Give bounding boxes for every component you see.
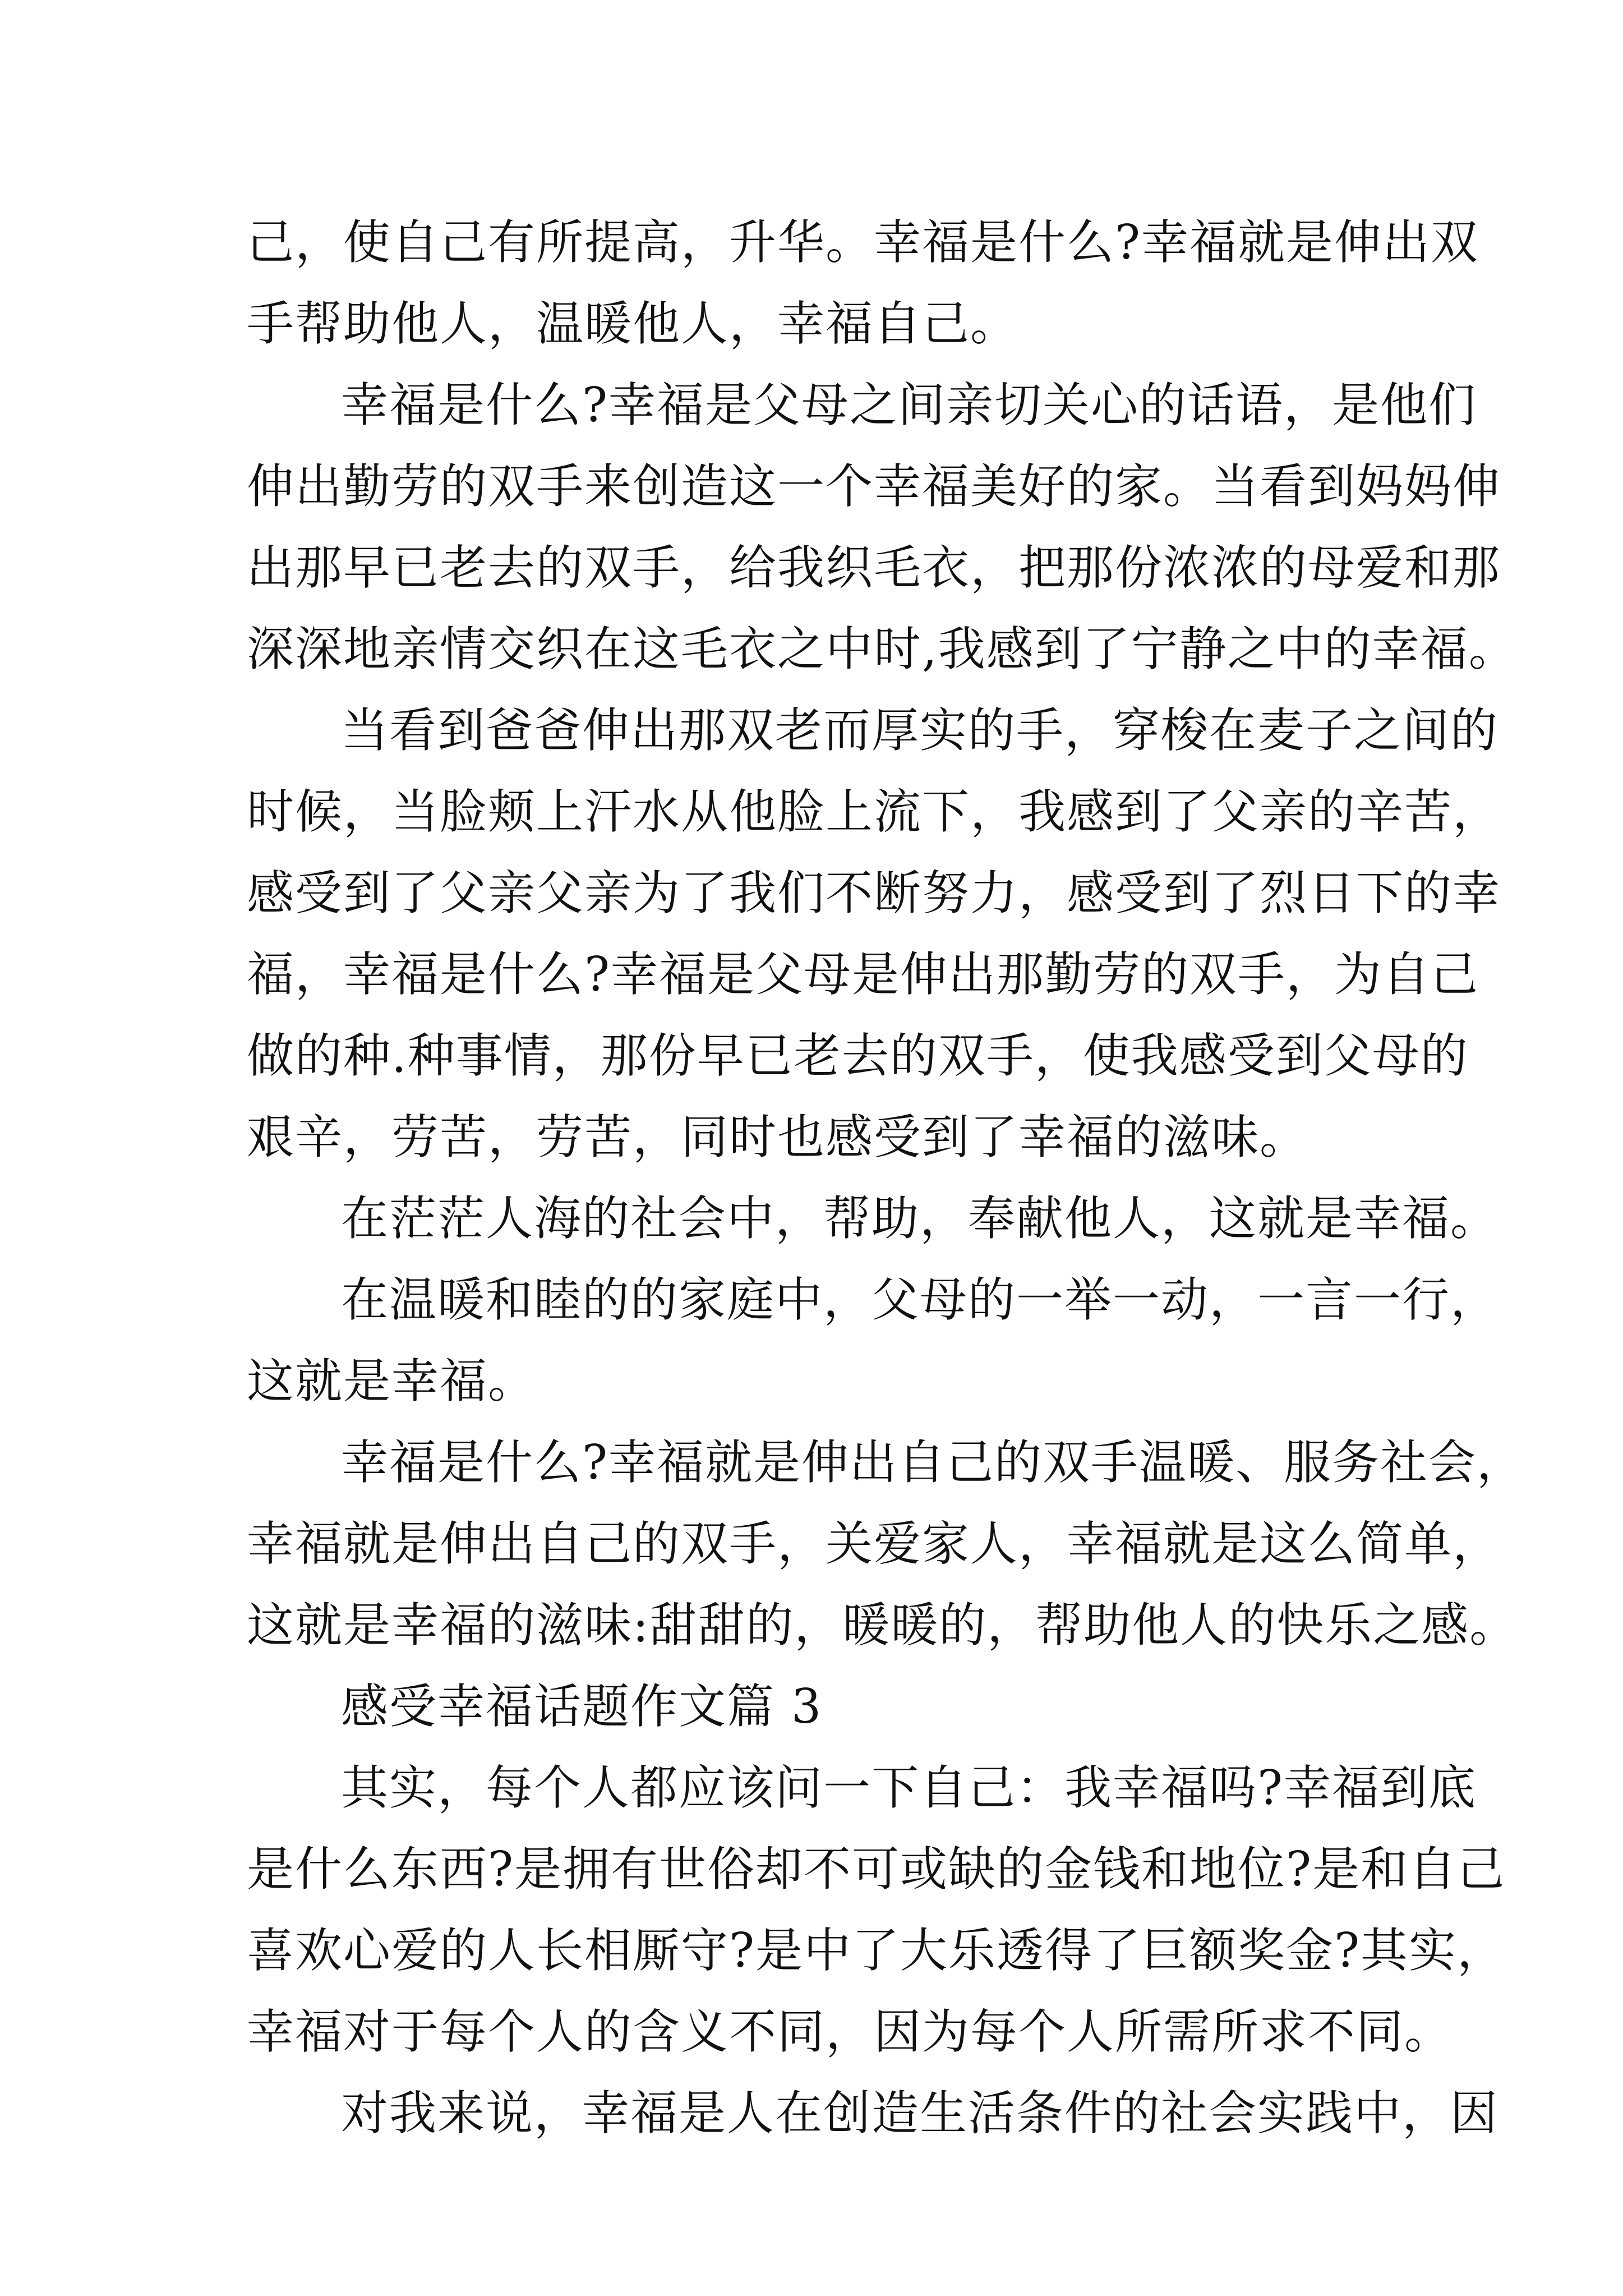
text-line: 幸福是什么?幸福就是伸出自己的双手温暖、服务社会，	[341, 1435, 1525, 1490]
text-line: 幸福是什么?幸福是父母之间亲切关心的话语，是他们	[341, 378, 1477, 432]
text-line: 深深地亲情交织在这毛衣之中时,我感到了宁静之中的幸福。	[247, 622, 1517, 677]
text-line: 手帮助他人，温暖他人，幸福自己。	[247, 296, 1019, 351]
text-line: 感受到了父亲父亲为了我们不断努力，感受到了烈日下的幸	[247, 866, 1501, 921]
text-line: 福，幸福是什么?幸福是父母是伸出那勤劳的双手，为自己	[247, 947, 1479, 1002]
text-line: 出那早已老去的双手，给我织毛衣，把那份浓浓的母爱和那	[247, 540, 1501, 595]
text-line: 己，使自己有所提高，升华。幸福是什么?幸福就是伸出双	[247, 215, 1479, 270]
text-line: 幸福就是伸出自己的双手，关爱家人，幸福就是这么简单，	[247, 1516, 1501, 1571]
text-line: 在温暖和睦的的家庭中，父母的一举一动，一言一行，	[341, 1272, 1499, 1327]
text-line: 做的种.种事情，那份早已老去的双手，使我感受到父母的	[247, 1028, 1469, 1083]
text-line: 这就是幸福。	[247, 1354, 537, 1409]
text-line: 感受幸福话题作文篇 3	[341, 1679, 823, 1734]
text-line: 其实，每个人都应该问一下自己：我幸福吗?幸福到底	[341, 1760, 1477, 1815]
text-line: 是什么东西?是拥有世俗却不可或缺的金钱和地位?是和自己	[247, 1842, 1506, 1897]
text-line: 时候，当脸颊上汗水从他脸上流下，我感到了父亲的辛苦，	[247, 784, 1501, 839]
text-line: 艰辛，劳苦，劳苦，同时也感受到了幸福的滋味。	[247, 1110, 1308, 1165]
text-line: 当看到爸爸伸出那双老而厚实的手，穿梭在麦子之间的	[341, 703, 1499, 758]
text-line: 幸福对于每个人的含义不同，因为每个人所需所求不同。	[247, 2004, 1453, 2059]
text-line: 伸出勤劳的双手来创造这一个幸福美好的家。当看到妈妈伸	[247, 459, 1501, 514]
document-body	[247, 202, 1525, 2154]
text-line: 这就是幸福的滋味:甜甜的，暖暖的，帮助他人的快乐之感。	[247, 1598, 1518, 1653]
text-line: 对我来说，幸福是人在创造生活条件的社会实践中，因	[341, 2086, 1499, 2141]
text-line: 在茫茫人海的社会中，帮助，奉献他人，这就是幸福。	[341, 1191, 1499, 1246]
text-line: 喜欢心爱的人长相厮守?是中了大乐透得了巨额奖金?其实，	[247, 1923, 1506, 1978]
